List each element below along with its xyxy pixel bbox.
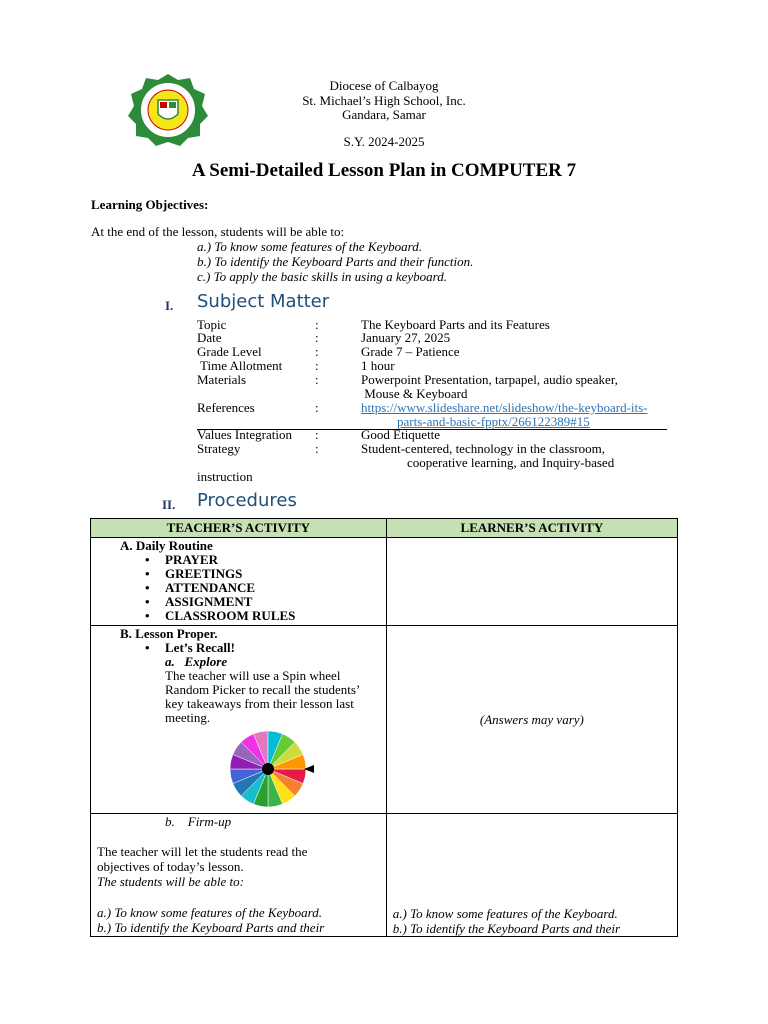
- table-row: [91, 538, 678, 626]
- reference-link-cont[interactable]: parts-and-basic-fpptx/266122389#15: [397, 414, 590, 429]
- table-row: [91, 814, 678, 937]
- subject-matter-heading: Subject Matter: [197, 291, 330, 312]
- procedures-number: II.: [162, 497, 176, 512]
- page-title: A Semi-Detailed Lesson Plan in COMPUTER 7: [191, 160, 577, 181]
- sm-label: Materials: [197, 372, 247, 387]
- sm-value: Student-centered, technology in the classroom,: [361, 441, 606, 456]
- learner-objective: b.) To identify the Keyboard Parts and their: [392, 921, 621, 936]
- sm-colon: :: [315, 427, 319, 442]
- objective-a: a.) To know some features of the Keyboard.: [197, 239, 422, 254]
- list-item: • CLASSROOM RULES: [141, 609, 386, 623]
- objective-b: b.) To identify the Keyboard Parts and their function.: [197, 254, 474, 269]
- sm-colon: :: [315, 441, 319, 456]
- sm-label: References: [197, 400, 255, 415]
- lesson-proper-cell: [91, 626, 387, 814]
- sm-label: Date: [197, 330, 222, 345]
- list-item: • PRAYER: [141, 553, 386, 567]
- diocese-line: Diocese of Calbayog: [329, 78, 439, 93]
- sm-value: instruction: [197, 469, 253, 484]
- list-item: • ASSIGNMENT: [141, 595, 386, 609]
- col-learner-header: LEARNER’S ACTIVITY: [386, 519, 677, 538]
- learner-objectives: [393, 906, 677, 936]
- recall-list: [141, 641, 386, 655]
- learning-objectives-label: Learning Objectives:: [91, 197, 209, 212]
- list-item: • Let’s Recall!: [141, 641, 386, 655]
- wheel-hub: [262, 763, 274, 775]
- sm-value: January 27, 2025: [361, 330, 451, 345]
- school-name: St. Michael’s High School, Inc.: [302, 93, 466, 108]
- lesson-proper-label: B. Lesson Proper.: [120, 626, 218, 641]
- sm-value: Mouse & Keyboard: [361, 386, 468, 401]
- objective-c: c.) To apply the basic skills in using a keyboard.: [197, 269, 447, 284]
- answers-text: (Answers may vary): [479, 711, 584, 727]
- list-item: • ATTENDANCE: [141, 581, 386, 595]
- objectives-intro: At the end of the lesson, students will be able to:: [91, 224, 345, 239]
- explore-text: [165, 669, 386, 725]
- sm-value: Good Etiquette: [361, 427, 441, 442]
- procedures-heading: Procedures: [197, 490, 297, 511]
- sm-colon: :: [315, 344, 319, 359]
- sm-label: Grade Level: [197, 344, 262, 359]
- spin-wheel-image: [223, 728, 321, 810]
- explore-line: Random Picker to recall the students’: [165, 682, 361, 697]
- firm-up-line: The teacher will let the students read the: [97, 844, 308, 859]
- subject-matter-number: I.: [165, 298, 174, 313]
- firm-up-line: objectives of today’s lesson.: [97, 859, 244, 874]
- sm-colon: :: [315, 400, 319, 415]
- sm-colon: :: [315, 330, 319, 345]
- sm-label: Topic: [197, 317, 227, 332]
- sm-colon: :: [315, 317, 319, 332]
- procedures-table: [90, 518, 678, 937]
- firm-up-objective: b.) To identify the Keyboard Parts and their: [97, 920, 325, 935]
- firm-up-line: The students will be able to:: [97, 874, 244, 889]
- firm-up-cell: [91, 814, 387, 937]
- col-teacher-header: TEACHER’S ACTIVITY: [91, 519, 387, 538]
- sm-label: Values Integration: [197, 427, 292, 442]
- sm-label: Time Allotment: [197, 358, 283, 373]
- sm-value: 1 hour: [361, 358, 395, 373]
- sm-colon: :: [315, 358, 319, 373]
- explore-line: key takeaways from their lesson last: [165, 696, 354, 711]
- reference-link[interactable]: https://www.slideshare.net/slideshow/the-keyboard-its-: [361, 400, 648, 415]
- sm-value: Grade 7 – Patience: [361, 344, 460, 359]
- school-location: Gandara, Samar: [342, 107, 426, 122]
- daily-routine-list: [141, 553, 386, 623]
- list-item: • GREETINGS: [141, 567, 386, 581]
- sm-value: Powerpoint Presentation, tarpapel, audio speaker,: [361, 372, 618, 387]
- table-row: [91, 626, 678, 814]
- daily-routine-label: A. Daily Routine: [120, 538, 213, 553]
- sm-label: Strategy: [197, 441, 241, 456]
- daily-routine-cell: [91, 538, 387, 626]
- explore-label: a. Explore: [165, 654, 228, 669]
- explore-line: The teacher will use a Spin wheel: [165, 668, 341, 683]
- explore-line: meeting.: [165, 710, 211, 725]
- sm-value: The Keyboard Parts and its Features: [361, 317, 550, 332]
- answers-cell: [386, 626, 677, 814]
- table-header-row: [91, 519, 678, 538]
- school-year: S.Y. 2024-2025: [343, 134, 425, 149]
- sm-value: cooperative learning, and Inquiry-based: [407, 455, 615, 470]
- firm-up-learner-cell: [386, 814, 677, 937]
- firm-up-label: b. Firm-up: [165, 814, 232, 829]
- sm-colon: :: [315, 372, 319, 387]
- firm-up-text: [97, 844, 386, 935]
- firm-up-objective: a.) To know some features of the Keyboard.: [97, 905, 322, 920]
- learner-objective: a.) To know some features of the Keyboard.: [392, 906, 618, 921]
- daily-routine-learner-cell: [386, 538, 677, 626]
